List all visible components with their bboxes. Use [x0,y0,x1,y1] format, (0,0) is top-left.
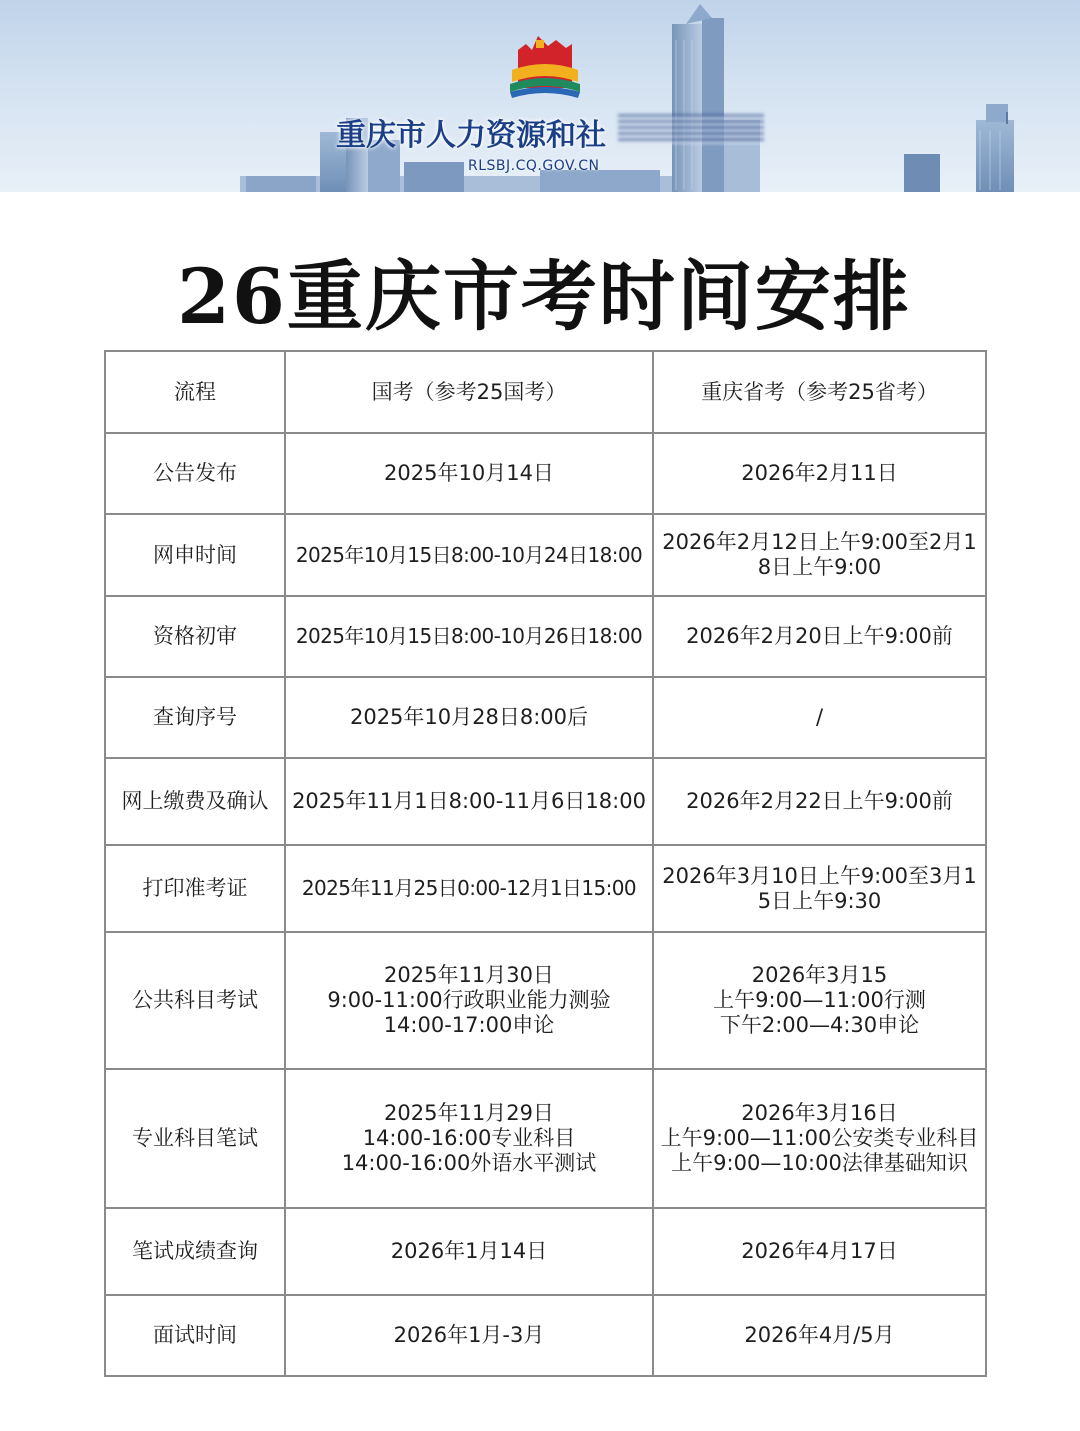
blurred-site-name-suffix [618,114,764,144]
row-label: 公告发布 [105,433,285,514]
table-row [105,433,986,514]
header-banner [0,0,1080,192]
schedule-table [104,350,987,1377]
row-label: 笔试成绩查询 [105,1208,285,1295]
header-cell-guokao: 国考（参考25国考） [285,351,653,433]
guokao-cell: 2025年10月15日8:00-10月26日18:00 [285,596,653,677]
table-row [105,1208,986,1295]
row-label: 网上缴费及确认 [105,758,285,845]
table-row [105,1069,986,1208]
row-label: 查询序号 [105,677,285,758]
guokao-cell: 2025年10月28日8:00后 [285,677,653,758]
shengkao-cell: 2026年2月12日上午9:00至2月18日上午9:00 [653,514,986,596]
header-cell-process: 流程 [105,351,285,433]
row-label: 资格初审 [105,596,285,677]
table-header-row [105,351,986,433]
shengkao-cell: 2026年2月20日上午9:00前 [653,596,986,677]
shengkao-cell: 2026年4月17日 [653,1208,986,1295]
row-label: 公共科目考试 [105,932,285,1069]
header-cell-shengkao: 重庆省考（参考25省考） [653,351,986,433]
guokao-cell: 2025年11月25日0:00-12月1日15:00 [285,845,653,932]
table-row [105,845,986,932]
guokao-cell: 2026年1月-3月 [285,1295,653,1376]
guokao-cell: 2025年10月14日 [285,433,653,514]
shengkao-cell: 2026年4月/5月 [653,1295,986,1376]
guokao-cell: 2025年11月1日8:00-11月6日18:00 [285,758,653,845]
table-row [105,1295,986,1376]
site-name: 重庆市人力资源和社 [336,118,606,153]
page-title: 26重庆市考时间安排 [177,252,911,341]
shengkao-cell: 2026年2月22日上午9:00前 [653,758,986,845]
site-url: RLSBJ.CQ.GOV.CN [468,158,600,174]
table-row [105,596,986,677]
guokao-cell: 2025年11月29日 14:00-16:00专业科目 14:00-16:00外语水平测试 [285,1069,653,1208]
shengkao-cell: 2026年3月15 上午9:00—11:00行测 下午2:00—4:30申论 [653,932,986,1069]
shengkao-cell: 2026年2月11日 [653,433,986,514]
row-label: 专业科目笔试 [105,1069,285,1208]
guokao-cell: 2025年11月30日 9:00-11:00行政职业能力测验 14:00-17:00申论 [285,932,653,1069]
table-row [105,514,986,596]
shengkao-cell: / [653,677,986,758]
guokao-cell: 2026年1月14日 [285,1208,653,1295]
shengkao-cell: 2026年3月10日上午9:00至3月15日上午9:30 [653,845,986,932]
shengkao-cell: 2026年3月16日 上午9:00—11:00公安类专业科目 上午9:00—10:00法律基础知识 [653,1069,986,1208]
table-row [105,932,986,1069]
row-label: 面试时间 [105,1295,285,1376]
cq-hrss-emblem-icon [510,36,580,98]
guokao-cell: 2025年10月15日8:00-10月24日18:00 [285,514,653,596]
table-row [105,677,986,758]
table-row [105,758,986,845]
row-label: 打印准考证 [105,845,285,932]
row-label: 网申时间 [105,514,285,596]
